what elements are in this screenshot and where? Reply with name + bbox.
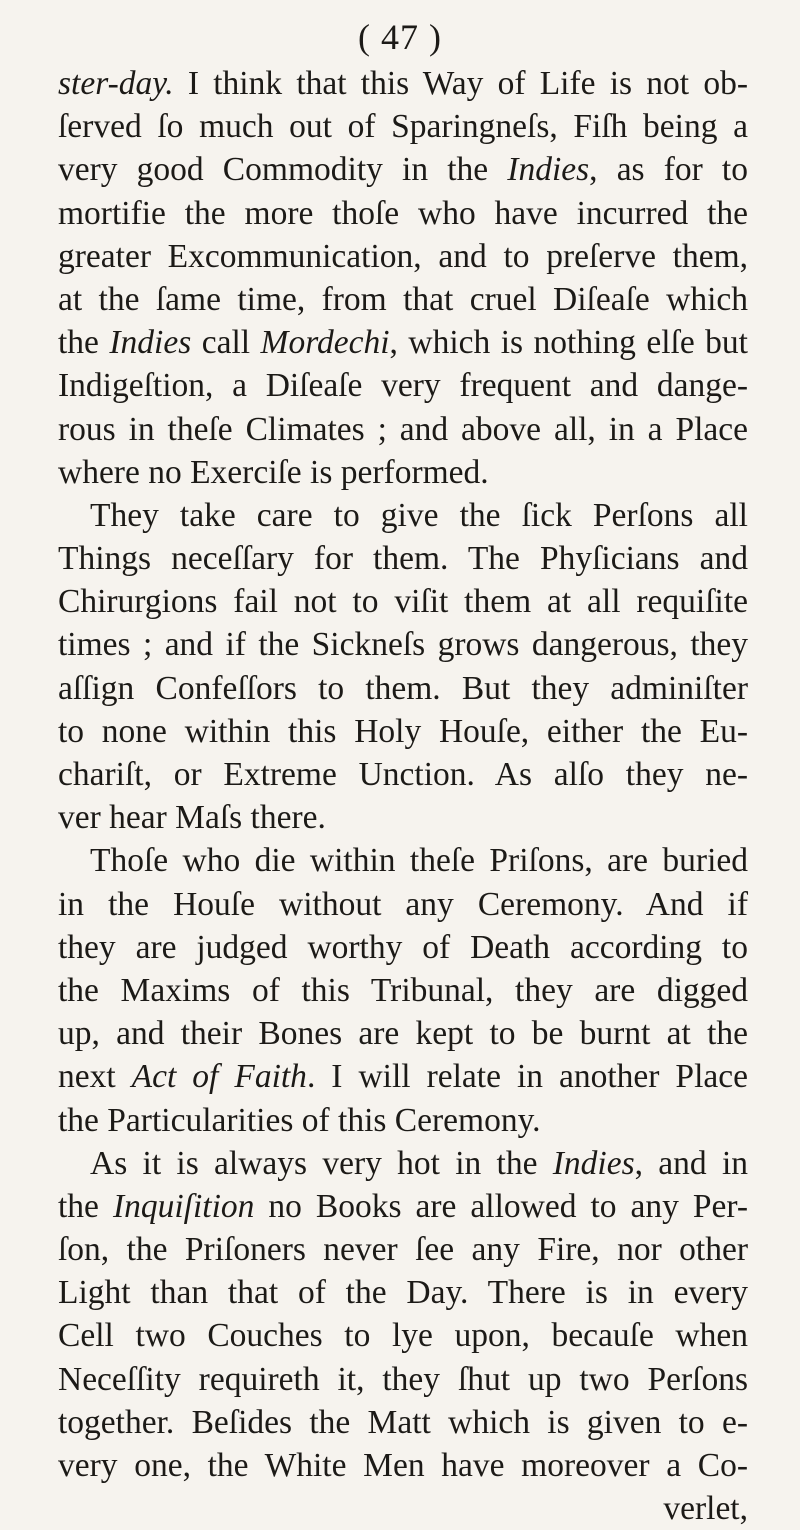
text-span: greater Excommunication, and to preſerve them, — [58, 237, 748, 275]
text-span: Indigeſtion, a Diſeaſe very frequent and dange- — [58, 367, 748, 405]
text-line — [58, 537, 748, 580]
text-span: rous in theſe Climates ; and above all, in a Place — [58, 410, 748, 448]
text-span: to none within this Holy Houſe, either the Eu- — [58, 712, 748, 750]
text-line — [58, 105, 748, 148]
italic-text: ster-day. — [58, 65, 174, 102]
text-span: together. Beſides the Matt which is given to e- — [58, 1403, 748, 1441]
italic-text: Act of Faith — [131, 1058, 307, 1096]
text-span: They take care to give the ſick Perſons all — [90, 496, 748, 534]
catchword: verlet, — [663, 1490, 748, 1528]
text-span: Light than that of the Day. There is in every — [58, 1274, 748, 1312]
text-span: at the ſame time, from that cruel Diſeaſe which — [58, 280, 748, 318]
text-span: As it is always very hot in the — [90, 1144, 553, 1182]
text-span: in the Houſe without any Ceremony. And if — [58, 885, 748, 923]
text-line — [58, 1099, 748, 1142]
italic-text: Mordechi — [260, 324, 390, 362]
text-line — [58, 1012, 748, 1055]
text-line — [58, 494, 748, 537]
text-line — [58, 667, 748, 710]
text-line — [58, 1358, 748, 1401]
text-span: next — [58, 1058, 132, 1096]
text-span: , and in — [634, 1144, 748, 1182]
text-span: mortifie the more thoſe who have incurred the — [58, 194, 748, 232]
text-line — [58, 1142, 748, 1185]
text-span: the — [58, 324, 110, 362]
text-line — [58, 839, 748, 882]
text-line — [58, 451, 748, 494]
italic-text: Inquiſition — [112, 1187, 255, 1225]
text-span: , as for to — [589, 151, 748, 189]
italic-text: Indies — [552, 1144, 635, 1182]
text-span: Thoſe who die within theſe Priſons, are buried — [90, 842, 748, 880]
text-line — [58, 1271, 748, 1314]
text-line — [58, 62, 748, 105]
text-span: the — [58, 1187, 113, 1225]
body-text — [58, 62, 748, 1530]
text-span: where no Exerciſe is performed. — [58, 453, 489, 491]
text-span: chariſt, or Extreme Unction. As alſo they ne- — [58, 756, 748, 793]
text-line — [58, 710, 748, 753]
text-span: up, and their Bones are kept to be burnt at the — [58, 1015, 748, 1053]
text-span: very good Commodity in the — [58, 151, 508, 189]
text-line — [58, 192, 748, 235]
text-span: ſon, the Priſoners never ſee any Fire, nor other — [58, 1231, 748, 1269]
text-span: no Books are allowed to any Per- — [254, 1187, 749, 1225]
text-line — [58, 969, 748, 1012]
text-span: Chirurgions fail not to viſit them at all requiſite — [58, 583, 748, 621]
text-span: . I will relate in another Place — [306, 1058, 748, 1096]
text-span: ver hear Maſs there. — [58, 799, 326, 837]
text-span: I think that this Way of Life is not ob- — [173, 65, 748, 102]
text-span: the Maxims of this Tribunal, they are digged — [58, 971, 748, 1009]
text-line — [58, 408, 748, 451]
text-span: they are judged worthy of Death according to — [58, 928, 748, 966]
italic-text: Indies — [507, 151, 590, 189]
text-line — [58, 278, 748, 321]
text-span: the Particularities of this Ceremony. — [58, 1101, 541, 1139]
text-line — [58, 883, 748, 926]
italic-text: Indies — [109, 324, 192, 362]
text-span: aſſign Confeſſors to them. But they adminiſter — [58, 669, 748, 707]
text-line — [58, 1401, 748, 1444]
text-line — [58, 148, 748, 191]
text-line — [58, 796, 748, 839]
text-span: call — [191, 324, 261, 362]
text-span: ſerved ſo much out of Sparingneſs, Fiſh being a — [58, 108, 748, 146]
text-line — [58, 623, 748, 666]
text-line — [58, 1444, 748, 1487]
text-line — [58, 1228, 748, 1271]
text-line — [58, 1185, 748, 1228]
text-line — [58, 1055, 748, 1098]
text-line — [58, 321, 748, 364]
text-line — [58, 580, 748, 623]
text-span: Cell two Couches to lye upon, becauſe when — [58, 1317, 748, 1355]
text-span: Things neceſſary for them. The Phyſicians and — [58, 540, 748, 578]
text-span: Neceſſity requireth it, they ſhut up two Perſons — [58, 1360, 748, 1398]
text-line — [58, 235, 748, 278]
text-line — [58, 1314, 748, 1357]
text-line — [58, 926, 748, 969]
text-line — [58, 753, 748, 796]
page-number: ( 47 ) — [358, 17, 442, 57]
text-span: , which is nothing elſe but — [389, 324, 748, 362]
text-span: very one, the White Men have moreover a Co- — [58, 1447, 748, 1484]
text-span: times ; and if the Sickneſs grows dangerous, they — [58, 626, 748, 664]
text-line — [58, 364, 748, 407]
